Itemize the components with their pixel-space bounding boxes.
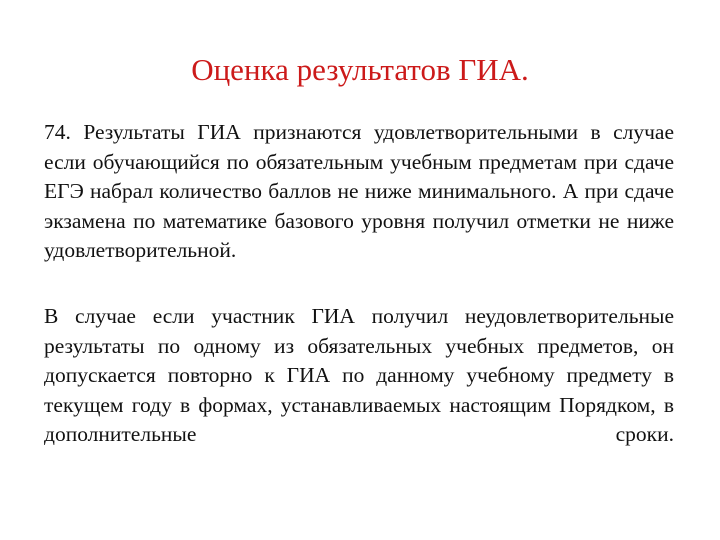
paragraph-results-criteria: 74. Результаты ГИА признаются удовлетворительными в случае если обучающийся по обязательным учебным предметам при сдаче ЕГЭ набрал количество баллов не ниже минимального. А при сдаче экзамена по математике базового уровня получил отметки не ниже удовлетворительной. (44, 120, 674, 262)
paragraph-retake-rules: В случае если участник ГИА получил неудовлетворительные результаты по одному из обязательных учебных предметов, он допускается повторно к ГИА по данному учебному предмету в текущем году в формах, устанавливаемых настоящим Порядком, в дополнительные сроки. (44, 304, 674, 446)
slide-title: Оценка результатов ГИА. (191, 52, 529, 87)
